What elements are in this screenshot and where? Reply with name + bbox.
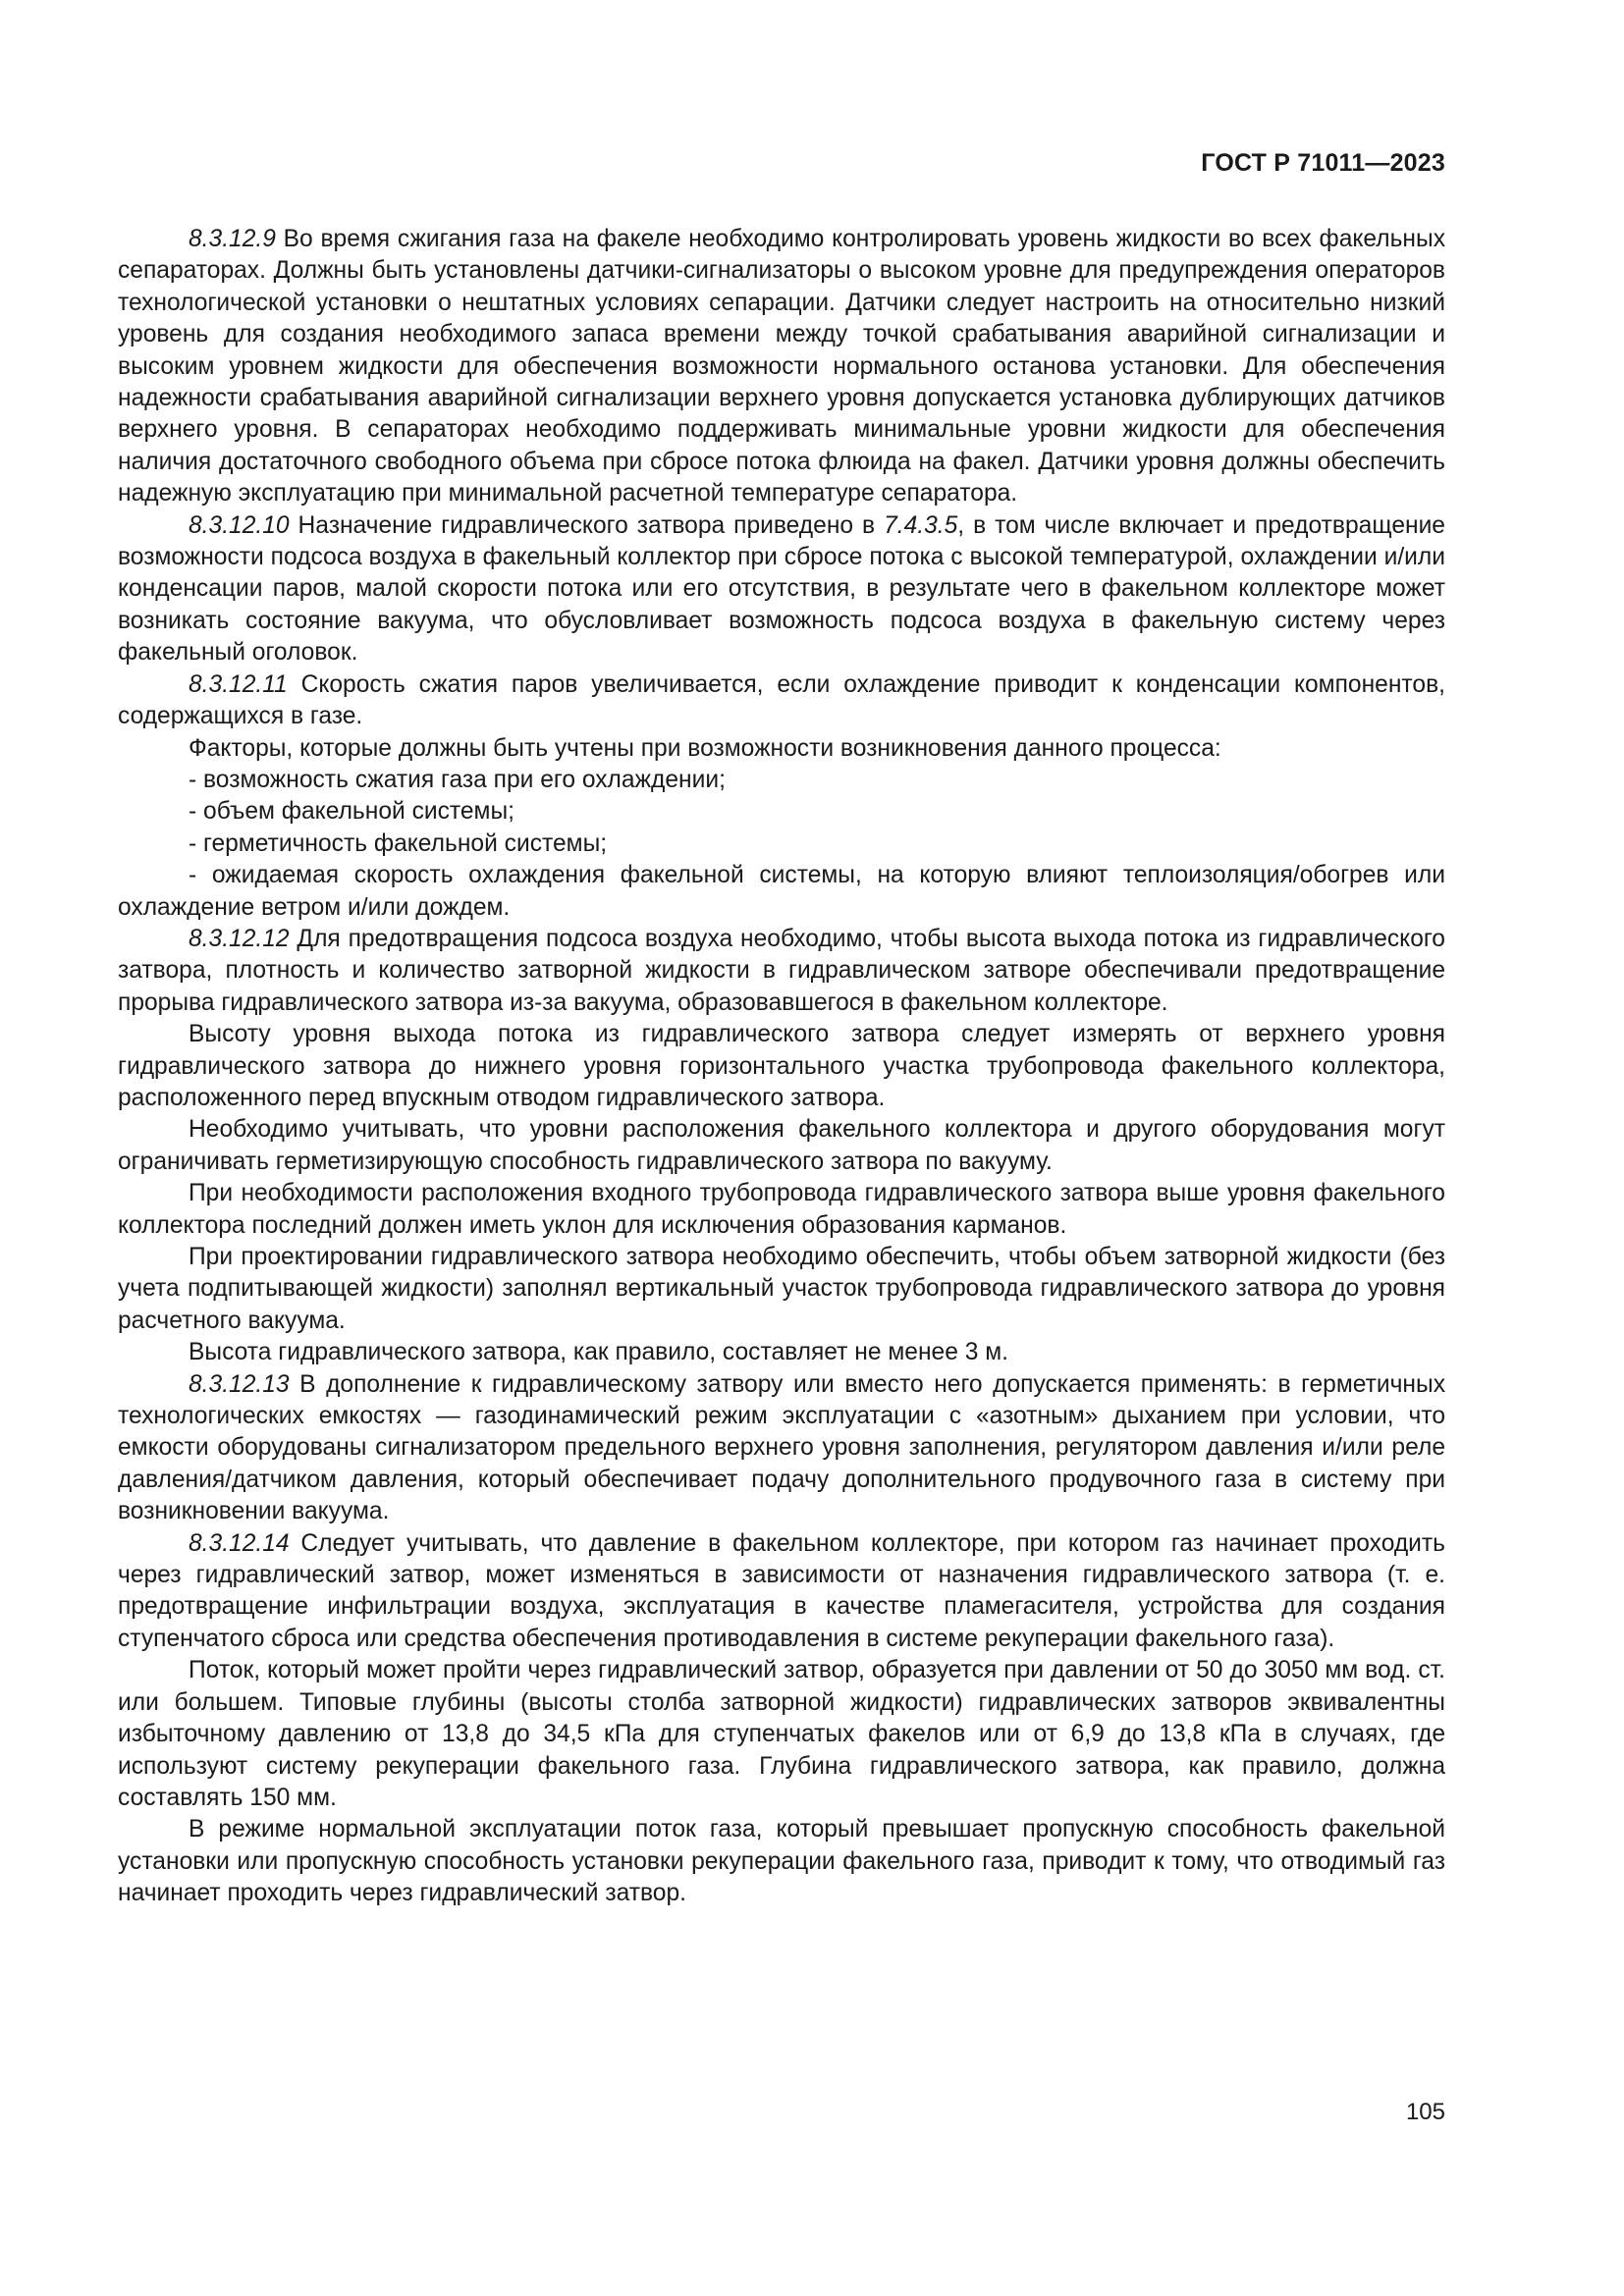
paragraph-8-3-12-11 (118, 669, 1445, 733)
list-item (118, 860, 1445, 924)
paragraph-text: Необходимо учитывать, что уровни расположения факельного коллектора и другого оборудования могут ограничивать герметизирующую способность гидравлического затвора по вакууму. (118, 1116, 1445, 1175)
paragraph (118, 1242, 1445, 1337)
list-item (118, 796, 1445, 828)
list-item-text: - ожидаемая скорость охлаждения факельной системы, на которую влияют теплоизоляция/обогрев или охлаждение ветром и/или дождем. (118, 862, 1445, 921)
clause-number: 8.3.12.13 (189, 1370, 290, 1398)
paragraph-8-3-12-9 (118, 224, 1445, 510)
paragraph-text: Факторы, которые должны быть учтены при возможности возникновения данного процесса: (189, 734, 1221, 762)
page-number: 105 (1405, 2099, 1445, 2125)
paragraph-text: Поток, который может пройти через гидравлический затвор, образуется при давлении от 50 до 3050 мм вод. ст. или большем. Типовые глубины (высоты столба затворной жидкости) гидравлических затворов эквивалентны избыточному давлению от 13,8 до 34,5 кПа для ступенчатых факелов или от 6,9 до 13,8 кПа в случаях, где используют систему рекуперации факельного газа. Глубина гидравлического затвора, как правило, должна составлять 150 мм. (118, 1657, 1445, 1811)
clause-number: 8.3.12.14 (189, 1529, 290, 1557)
factors-intro (118, 733, 1445, 765)
paragraph (118, 1114, 1445, 1178)
paragraph (118, 1019, 1445, 1114)
paragraph-text: Высоту уровня выхода потока из гидравлического затвора следует измерять от верхнего уровня гидравлического затвора до нижнего уровня горизонтального участка трубопровода факельного коллектора, расположенного перед впускным отводом гидравлического затвора. (118, 1021, 1445, 1111)
list-item-text: - герметичность факельной системы; (189, 829, 608, 857)
paragraph (118, 1337, 1445, 1368)
paragraph-text-continued: , в том числе включает и предотвращение возможности подсоса воздуха в факельный коллектор при сбросе потока с высокой температурой, охлаждении и/или конденсации паров, малой скорости потока или его отсутствия, в результате чего в факельном коллекторе может возникать состояние вакуума, что обусловливает возможность подсоса воздуха в факельную систему через факельный оголовок. (118, 511, 1445, 667)
list-item-text: - объем факельной системы; (189, 798, 514, 826)
list-item (118, 765, 1445, 796)
cross-reference: 7.4.3.5 (884, 511, 958, 539)
paragraph-text: Высота гидравлического затвора, как правило, составляет не менее 3 м. (189, 1339, 1008, 1366)
paragraph-text: При проектировании гидравлического затвора необходимо обеспечить, чтобы объем затворной жидкости (без учета подпитывающей жидкости) заполнял вертикальный участок трубопровода гидравлического затвора до уровня расчетного вакуума. (118, 1244, 1445, 1334)
list-item-text: - возможность сжатия газа при его охлаждении; (189, 766, 726, 793)
paragraph-8-3-12-12 (118, 924, 1445, 1019)
list-item (118, 828, 1445, 860)
paragraph-text: Скорость сжатия паров увеличивается, если охлаждение приводит к конденсации компонентов, содержащихся в газе. (118, 670, 1445, 730)
paragraph-8-3-12-10 (118, 510, 1445, 669)
clause-number: 8.3.12.11 (189, 670, 288, 698)
paragraph (118, 1814, 1445, 1909)
paragraph (118, 1655, 1445, 1814)
standard-title: ГОСТ Р 71011—2023 (1201, 149, 1445, 177)
clause-number: 8.3.12.12 (189, 925, 290, 952)
paragraph-text: В дополнение к гидравлическому затвору или вместо него допускается применять: в герметичных технологических емкостях — газодинамический режим эксплуатации с «азотным» дыханием при условии, что емкости оборудованы сигнализатором предельного верхнего уровня заполнения, регулятором давления и/или реле давления/датчиком давления, который обеспечивает подачу дополнительного продувочного газа в систему при возникновении вакуума. (118, 1370, 1445, 1525)
paragraph-text: Во время сжигания газа на факеле необходимо контролировать уровень жидкости во всех факельных сепараторах. Должны быть установлены датчики-сигнализаторы о высоком уровне для предупреждения операторов технологической установки о нештатных условиях сепарации. Датчики следует настроить на относительно низкий уровень для создания необходимого запаса времени между точкой срабатывания аварийной сигнализации и высоким уровнем жидкости для обеспечения возможности нормального останова установки. Для обеспечения надежности срабатывания аварийной сигнализации верхнего уровня допускается установка дублирующих датчиков верхнего уровня. В сепараторах необходимо поддерживать минимальные уровни жидкости для обеспечения наличия достаточного свободного объема при сбросе потока флюида на факел. Датчики уровня должны обеспечить надежную эксплуатацию при минимальной расчетной температуре сепаратора. (118, 226, 1445, 507)
paragraph-8-3-12-14 (118, 1528, 1445, 1656)
paragraph-text: В режиме нормальной эксплуатации поток газа, который превышает пропускную способность факельной установки или пропускную способность установки рекуперации факельного газа, приводит к тому, что отводимый газ начинает проходить через гидравлический затвор. (118, 1816, 1445, 1907)
paragraph (118, 1178, 1445, 1242)
paragraph-text: Следует учитывать, что давление в факельном коллекторе, при котором газ начинает проходить через гидравлический затвор, может изменяться в зависимости от назначения гидравлического затвора (т. е. предотвращение инфильтрации воздуха, эксплуатация в качестве пламегасителя, устройства для создания ступенчатого сброса или средства обеспечения противодавления в системе рекуперации факельного газа). (118, 1529, 1445, 1652)
clause-number: 8.3.12.10 (189, 511, 290, 539)
clause-number: 8.3.12.9 (189, 226, 276, 252)
paragraph-text: Для предотвращения подсоса воздуха необходимо, чтобы высота выхода потока из гидравлического затвора, плотность и количество затворной жидкости в гидравлическом затворе обеспечивали предотвращение прорыва гидравлического затвора из-за вакуума, образовавшегося в факельном коллекторе. (118, 925, 1445, 1016)
paragraph-text: При необходимости расположения входного трубопровода гидравлического затвора выше уровня факельного коллектора последний должен иметь уклон для исключения образования карманов. (118, 1180, 1445, 1239)
paragraph-8-3-12-13 (118, 1369, 1445, 1528)
paragraph-text: Назначение гидравлического затвора приведено в (289, 511, 885, 539)
document-body (118, 224, 1445, 1910)
